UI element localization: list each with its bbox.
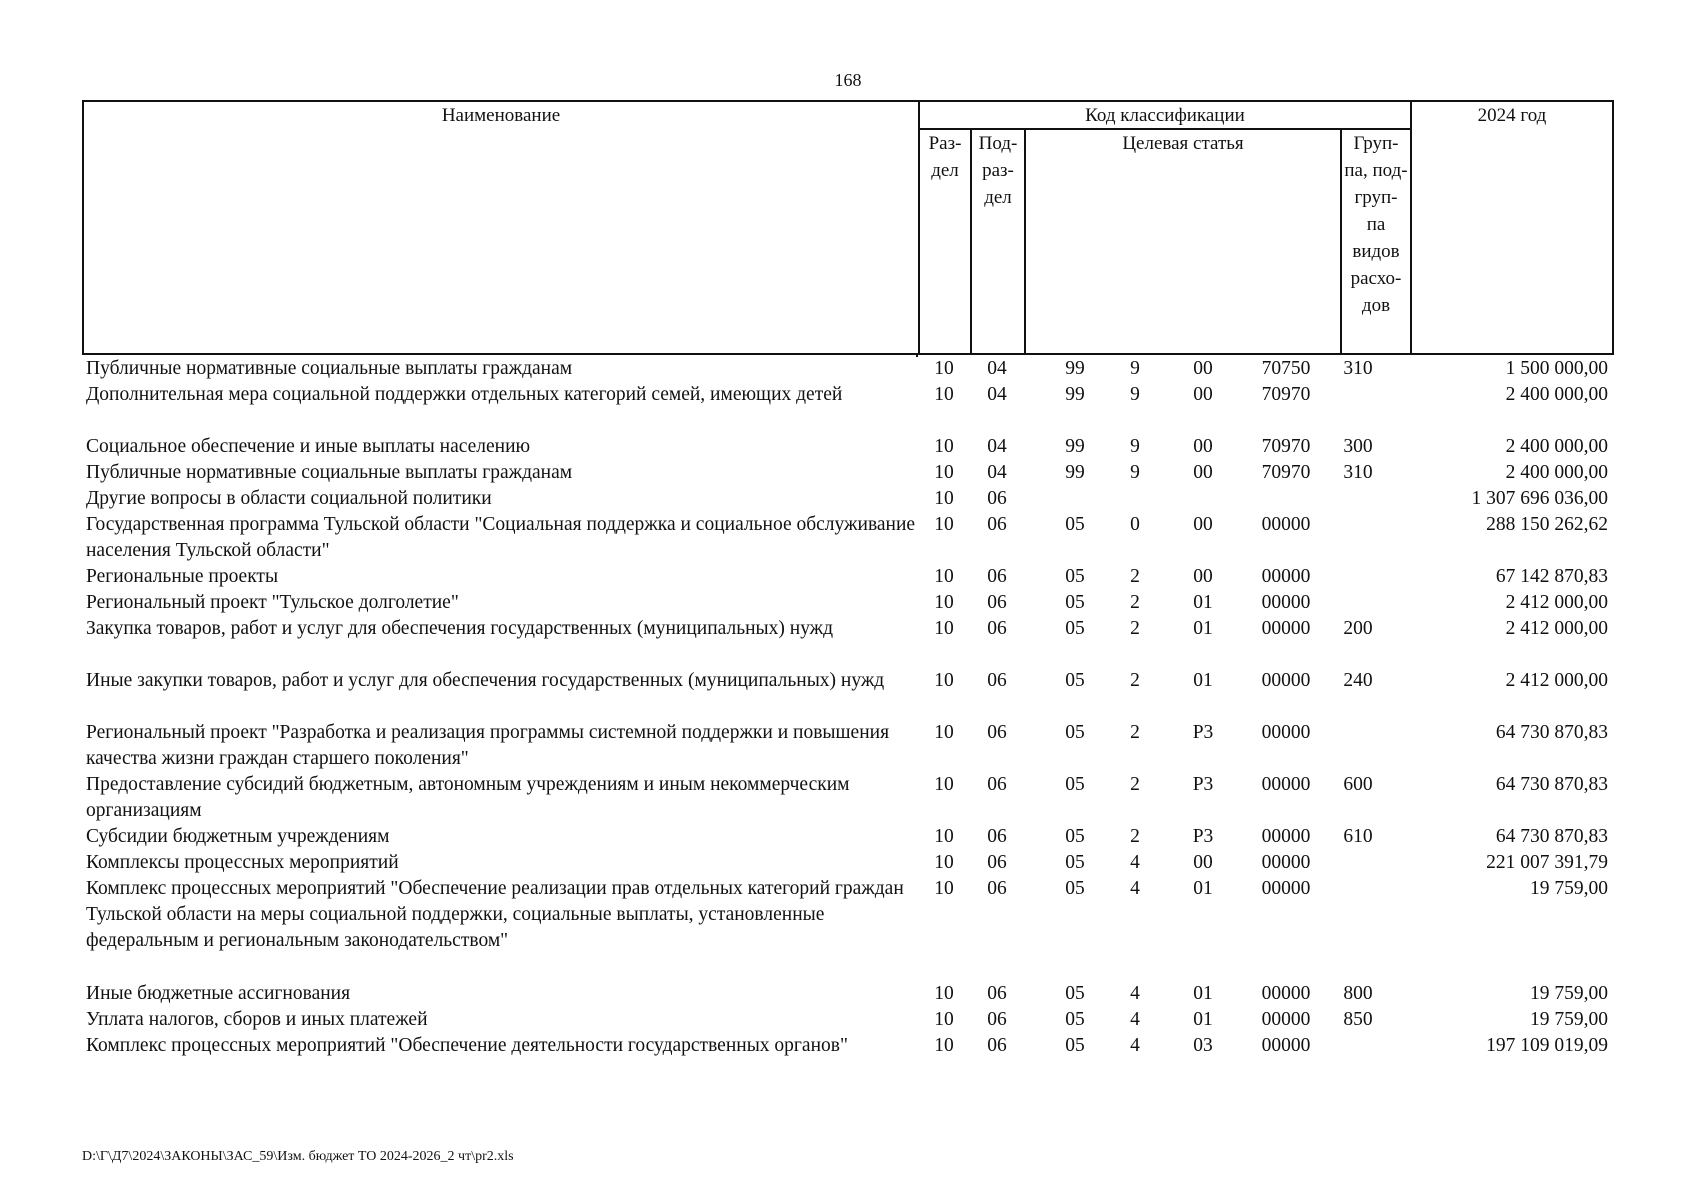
header-group: Груп- па, под- груп- па видов расхо- дов [1344,133,1408,316]
row-razdel: 10 [934,722,954,743]
row-target-event: 03 [1193,1035,1213,1056]
table-row [82,460,1614,486]
row-target-direction: 70970 [1261,384,1311,405]
row-target-event: 00 [1193,436,1213,457]
row-target-program: 05 [1065,722,1085,743]
table-row [82,1007,1614,1033]
row-amount: 2 412 000,00 [1505,592,1608,613]
row-target-direction: 00000 [1261,852,1311,873]
row-target-direction: 00000 [1261,514,1311,535]
row-expense-group: 600 [1343,774,1373,795]
header-podrazdel: Под- раз- дел [978,133,1018,208]
row-podrazdel: 06 [987,566,1007,587]
row-target-event: 00 [1193,358,1213,379]
row-target-program: 05 [1065,826,1085,847]
row-target-subprogram: 9 [1130,358,1140,379]
row-target-direction: 00000 [1261,774,1311,795]
row-razdel: 10 [934,983,954,1004]
row-expense-group: 610 [1343,826,1373,847]
row-razdel: 10 [934,774,954,795]
row-podrazdel: 04 [987,462,1007,483]
table-row [82,382,1614,434]
row-podrazdel: 06 [987,670,1007,691]
row-expense-group: 850 [1343,1009,1373,1030]
row-razdel: 10 [934,670,954,691]
row-target-event: 01 [1193,618,1213,639]
table-row [82,1033,1614,1085]
header-classification: Код классификации [1085,105,1245,126]
row-target-event: P3 [1192,722,1214,743]
row-razdel: 10 [934,1035,954,1056]
row-target-subprogram: 9 [1130,384,1140,405]
table-row [82,434,1614,460]
row-target-program: 05 [1065,1009,1085,1030]
row-expense-group: 300 [1343,436,1373,457]
row-target-direction: 00000 [1261,670,1311,691]
row-target-program: 05 [1065,618,1085,639]
table-row [82,720,1614,772]
row-amount: 64 730 870,83 [1495,722,1608,743]
row-expense-group: 800 [1343,983,1373,1004]
row-amount: 64 730 870,83 [1495,774,1608,795]
row-target-direction: 00000 [1261,592,1311,613]
row-amount: 2 400 000,00 [1505,384,1608,405]
row-podrazdel: 06 [987,514,1007,535]
row-amount: 2 400 000,00 [1505,462,1608,483]
row-amount: 19 759,00 [1530,1009,1608,1030]
row-target-direction: 70970 [1261,462,1311,483]
row-amount: 2 412 000,00 [1505,618,1608,639]
row-target-program: 05 [1065,670,1085,691]
row-podrazdel: 06 [987,852,1007,873]
row-target-event: 01 [1193,983,1213,1004]
table-row [82,824,1614,850]
row-name: Региональные проекты [86,566,279,587]
row-expense-group: 200 [1343,618,1373,639]
row-target-direction: 00000 [1261,826,1311,847]
row-target-subprogram: 2 [1130,670,1140,691]
row-target-program: 05 [1065,592,1085,613]
table-row [82,616,1614,668]
row-target-program: 05 [1065,852,1085,873]
row-name: Предоставление субсидий бюджетным, автономным учреждениям и иным некоммерческим организациям [86,774,850,821]
row-razdel: 10 [934,1009,954,1030]
table-row [82,668,1614,720]
row-target-program: 05 [1065,774,1085,795]
header-divider-podrazdel [1024,130,1026,353]
row-podrazdel: 06 [987,826,1007,847]
row-name: Иные бюджетные ассигнования [86,983,351,1004]
row-razdel: 10 [934,358,954,379]
row-name: Региональный проект "Разработка и реализация программы системной поддержки и повышения качества жизни граждан старшего поколения" [86,722,890,769]
row-target-subprogram: 4 [1130,1035,1140,1056]
row-expense-group: 240 [1343,670,1373,691]
row-razdel: 10 [934,514,954,535]
table-row [82,981,1614,1007]
table-row [82,876,1614,981]
row-name: Публичные нормативные социальные выплаты гражданам [86,358,573,379]
row-target-direction: 70750 [1261,358,1311,379]
row-amount: 67 142 870,83 [1495,566,1608,587]
row-target-subprogram: 4 [1130,1009,1140,1030]
row-target-subprogram: 2 [1130,722,1140,743]
row-name: Государственная программа Тульской области "Социальная поддержка и социальное обслуживание населения Тульской области" [86,514,916,561]
row-target-event: 00 [1193,514,1213,535]
row-amount: 64 730 870,83 [1495,826,1608,847]
row-name: Комплексы процессных мероприятий [86,852,399,873]
row-target-event: P3 [1192,826,1214,847]
row-target-direction: 70970 [1261,436,1311,457]
row-name: Региональный проект "Тульское долголетие" [86,592,459,613]
row-podrazdel: 06 [987,878,1007,899]
row-podrazdel: 06 [987,618,1007,639]
row-razdel: 10 [934,384,954,405]
table-row [82,356,1614,382]
row-podrazdel: 06 [987,722,1007,743]
row-razdel: 10 [934,566,954,587]
row-amount: 19 759,00 [1530,878,1608,899]
row-target-subprogram: 2 [1130,826,1140,847]
header-year: 2024 год [1477,105,1547,126]
row-target-event: 00 [1193,852,1213,873]
row-name: Социальное обеспечение и иные выплаты населению [86,436,531,457]
row-amount: 1 307 696 036,00 [1471,488,1608,509]
row-podrazdel: 06 [987,1035,1007,1056]
row-target-direction: 00000 [1261,1035,1311,1056]
row-razdel: 10 [934,618,954,639]
row-name: Комплекс процессных мероприятий "Обеспечение реализации прав отдельных категорий граждан Тульской области на меры социальной поддержки, социальные выплаты, установленные федеральным и региональным законодательством" [86,878,904,951]
row-target-event: P3 [1192,774,1214,795]
row-target-event: 00 [1193,462,1213,483]
row-target-subprogram: 4 [1130,878,1140,899]
row-razdel: 10 [934,592,954,613]
row-razdel: 10 [934,436,954,457]
row-razdel: 10 [934,852,954,873]
row-name: Публичные нормативные социальные выплаты гражданам [86,462,573,483]
row-target-program: 05 [1065,1035,1085,1056]
row-target-subprogram: 4 [1130,983,1140,1004]
table-row [82,512,1614,564]
row-target-program: 05 [1065,566,1085,587]
row-target-direction: 00000 [1261,1009,1311,1030]
row-name: Дополнительная мера социальной поддержки отдельных категорий семей, имеющих детей [86,384,843,405]
header-divider-code [1410,102,1412,353]
table-row [82,564,1614,590]
table-row [82,850,1614,876]
row-razdel: 10 [934,826,954,847]
header-razdel: Раз- дел [928,133,962,181]
row-amount: 19 759,00 [1530,983,1608,1004]
row-target-subprogram: 2 [1130,566,1140,587]
row-target-program: 05 [1065,514,1085,535]
table-body [82,356,1614,1085]
row-target-event: 01 [1193,670,1213,691]
row-podrazdel: 04 [987,384,1007,405]
row-target-program: 99 [1065,358,1085,379]
row-target-direction: 00000 [1261,566,1311,587]
row-name: Комплекс процессных мероприятий "Обеспечение деятельности государственных органов" [86,1035,848,1056]
row-target-subprogram: 2 [1130,774,1140,795]
row-target-event: 01 [1193,592,1213,613]
row-podrazdel: 06 [987,983,1007,1004]
row-target-event: 00 [1193,566,1213,587]
row-amount: 288 150 262,62 [1486,514,1608,535]
row-razdel: 10 [934,488,954,509]
row-amount: 2 412 000,00 [1505,670,1608,691]
row-podrazdel: 04 [987,436,1007,457]
row-target-event: 00 [1193,384,1213,405]
row-expense-group: 310 [1343,358,1373,379]
row-name: Субсидии бюджетным учреждениям [86,826,390,847]
row-target-subprogram: 2 [1130,618,1140,639]
row-expense-group: 310 [1343,462,1373,483]
row-target-program: 99 [1065,436,1085,457]
row-podrazdel: 06 [987,1009,1007,1030]
row-razdel: 10 [934,462,954,483]
file-path: D:\Г\Д7\2024\ЗАКОНЫ\ЗАС_59\Изм. бюджет ТО 2024-2026_2 чт\pr2.xls [82,1149,514,1164]
row-amount: 1 500 000,00 [1505,358,1608,379]
row-target-direction: 00000 [1261,878,1311,899]
row-amount: 221 007 391,79 [1486,852,1608,873]
table-row [82,486,1614,512]
row-podrazdel: 04 [987,358,1007,379]
row-target-event: 01 [1193,1009,1213,1030]
row-name: Иные закупки товаров, работ и услуг для обеспечения государственных (муниципальных) нужд [86,670,885,691]
table-header [82,100,1614,355]
row-razdel: 10 [934,878,954,899]
table-row [82,772,1614,824]
row-name: Другие вопросы в области социальной политики [86,488,492,509]
row-amount: 197 109 019,09 [1486,1035,1608,1056]
row-target-subprogram: 9 [1130,436,1140,457]
row-podrazdel: 06 [987,774,1007,795]
row-target-program: 99 [1065,384,1085,405]
row-target-subprogram: 0 [1130,514,1140,535]
row-target-direction: 00000 [1261,983,1311,1004]
header-target-article: Целевая статья [1122,133,1244,154]
row-target-program: 99 [1065,462,1085,483]
header-name: Наименование [441,105,561,126]
table-row [82,590,1614,616]
row-target-direction: 00000 [1261,618,1311,639]
row-name: Закупка товаров, работ и услуг для обеспечения государственных (муниципальных) нужд [86,618,834,639]
row-target-subprogram: 2 [1130,592,1140,613]
row-target-program: 05 [1065,878,1085,899]
row-target-subprogram: 4 [1130,852,1140,873]
row-name: Уплата налогов, сборов и иных платежей [86,1009,428,1030]
row-target-direction: 00000 [1261,722,1311,743]
row-target-event: 01 [1193,878,1213,899]
row-target-subprogram: 9 [1130,462,1140,483]
page-number: 168 [834,70,862,90]
row-podrazdel: 06 [987,592,1007,613]
row-podrazdel: 06 [987,488,1007,509]
row-target-program: 05 [1065,983,1085,1004]
row-amount: 2 400 000,00 [1505,436,1608,457]
